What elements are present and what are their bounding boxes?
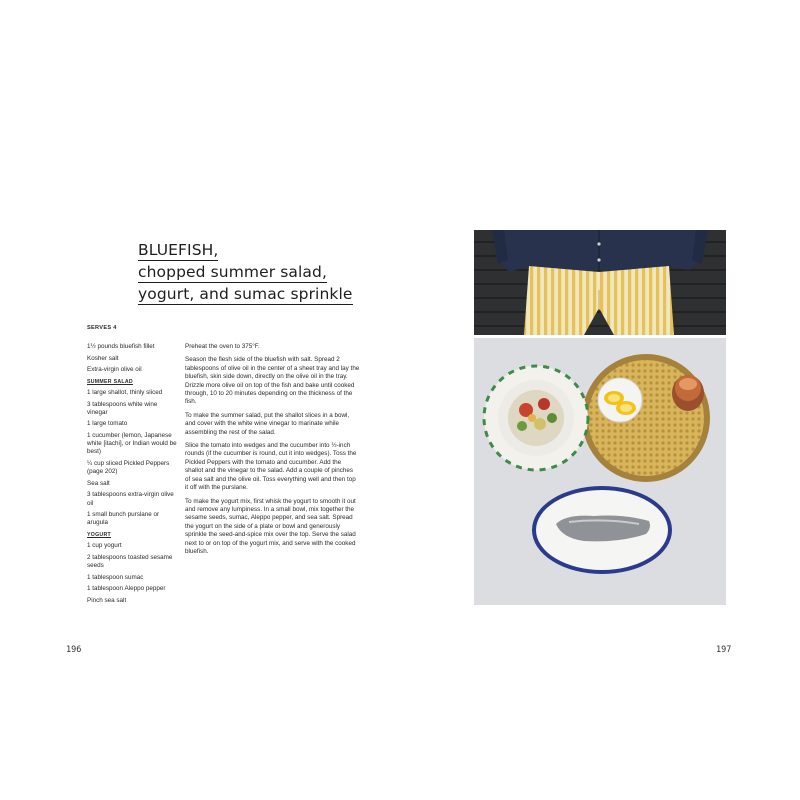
method-text [185,343,360,561]
recipe-title [138,239,438,305]
method-paragraph: Season the flesh side of the bluefish with salt. Spread 2 tablespoons of olive oil in the center of a sheet tray and lay the bluefish, skin side down, directly on the olive oil in the tray. Drizzle more olive oil on top of the fish and bake until cooked through, 10 to 20 minutes depending on the thickness of the fish. [185,356,360,406]
method-paragraph: Slice the tomato into wedges and the cucumber into ½-inch rounds (if the cucumber is round, cut it into wedges). Toss the Pickled Peppers with the tomato and cucumber. Add the shallot and the vinegar to the salad. Add a couple of pinches of sea salt and the olive oil. Toss everything well and then top it off with the purslane. [185,442,357,492]
ingredient: 1 large tomato [87,420,128,428]
ingredient: Extra-virgin olive oil [87,366,142,374]
summer-salad-heading: SUMMER SALAD [87,378,133,385]
ingredients-list [87,343,179,608]
method-paragraph: To make the summer salad, put the shallot slices in a bowl, and cover with the white wine vinegar to marinate while assembling the rest of the salad. [185,411,350,436]
page-number-left: 196 [66,645,82,655]
method-paragraph: Preheat the oven to 375°F. [185,343,260,350]
photo-plated-bluefish-salad [474,338,726,605]
ingredient: 3 tablespoons white wine vinegar [87,400,158,416]
ingredient: 1 tablespoon sumac [87,573,144,581]
ingredient: 1 cup yogurt [87,542,122,550]
serves-label: SERVES 4 [87,325,117,331]
ingredient: 3 tablespoons extra-virgin olive oil [87,491,174,507]
ingredient: 1 cucumber (lemon, Japanese white [itachi], or Indian would be best) [87,431,177,456]
ingredient: 1½ pounds bluefish fillet [87,343,155,350]
method-paragraph: To make the yogurt mix, first whisk the yogurt to smooth it out and remove any lumpiness. In a small bowl, mix together the sesame seeds, sumac, Aleppo pepper, and sea salt. Spread the yogurt on the side of a plate or bowl and generously sprinkle the seed-and-spice mix over the top. Serve the salad next to or on top of the yogurt mix, and serve with the cooked bluefish. [185,497,356,555]
title-line-1: BLUEFISH, [138,241,219,259]
ingredient: 1 small bunch purslane or arugula [87,511,160,527]
title-line-2: chopped summer salad, [138,263,327,281]
ingredient: Sea salt [87,479,110,487]
ingredient: 2 tablespoons toasted sesame seeds [87,553,173,569]
ingredient: 1 tablespoon Aleppo pepper [87,585,166,593]
ingredient: 1 large shallot, thinly sliced [87,388,163,396]
ingredient: ¼ cup sliced Pickled Peppers (page 202) [87,459,170,476]
ingredient: Pinch sea salt [87,596,127,604]
page-number-right: 197 [716,645,732,655]
yogurt-heading: YOGURT [87,531,111,538]
title-line-3: yogurt, and sumac sprinkle [138,285,353,303]
photo-person-striped-pants [474,230,726,335]
ingredient: Kosher salt [87,354,119,362]
